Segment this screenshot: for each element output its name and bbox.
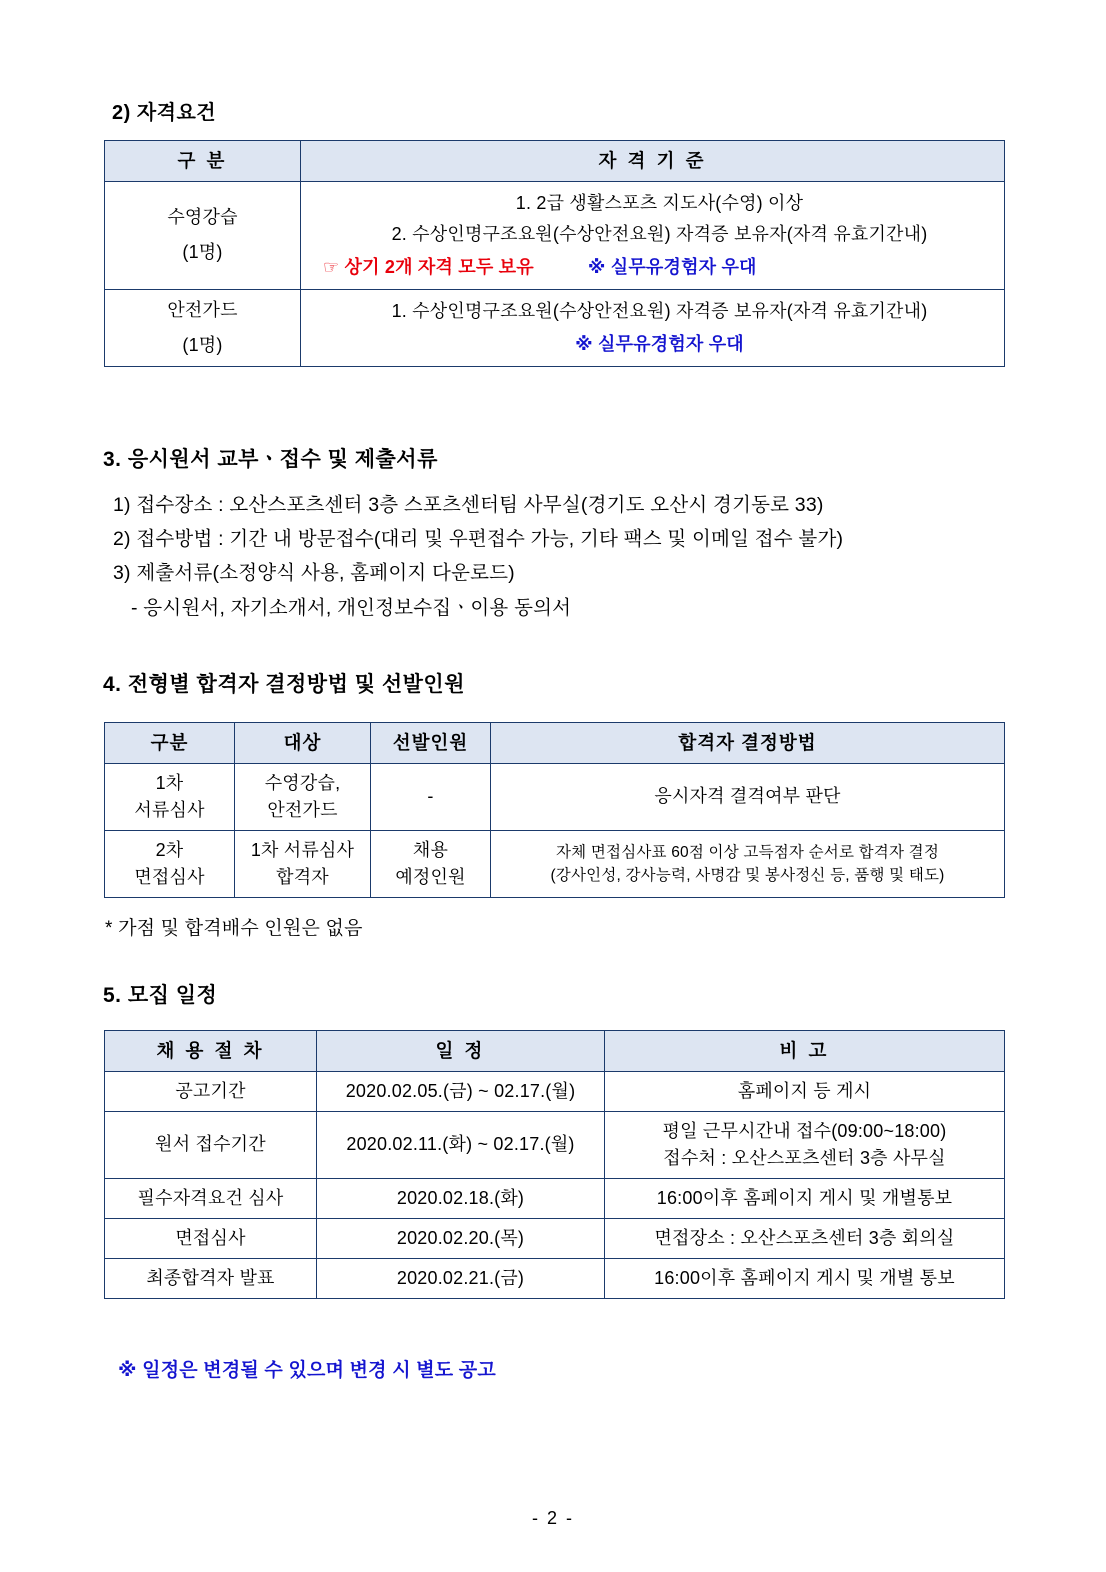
list-item: 1) 접수장소 : 오산스포츠센터 3층 스포츠센터팀 사무실(경기도 오산시 경기동로 33) [113, 494, 824, 516]
sched-step-4: 면접심사 [105, 1218, 317, 1258]
table-header-row [105, 723, 1005, 764]
sched-step-3: 필수자격요건 심사 [105, 1178, 317, 1218]
list-item: - 응시원서, 자기소개서, 개인정보수집ㆍ이용 동의서 [131, 596, 572, 619]
step-line-2: 면접심사 [134, 866, 205, 887]
qual-criteria-swim [301, 181, 1005, 289]
qual-category-guard [105, 289, 301, 366]
sel-count-1: - [371, 763, 491, 830]
section4-heading: 4. 전형별 합격자 결정방법 및 선발인원 [103, 673, 465, 696]
sched-remark-1: 홈페이지 등 게시 [605, 1071, 1005, 1111]
table-row [105, 1178, 1005, 1218]
category-line-1: 수영강습 [167, 207, 238, 228]
list-item: 3) 제출서류(소정양식 사용, 홈페이지 다운로드) [113, 562, 515, 585]
sched-date-5: 2020.02.21.(금) [317, 1258, 605, 1298]
sched-step-2: 원서 접수기간 [105, 1111, 317, 1178]
count-line-1: 채용 [412, 839, 449, 860]
target-line-2: 합격자 [276, 866, 329, 887]
section3-list [113, 490, 1013, 627]
remark-line-2: 접수처 : 오산스포츠센터 3층 사무실 [663, 1147, 946, 1168]
sched-step-5: 최종합격자 발표 [105, 1258, 317, 1298]
step-line-2: 서류심사 [134, 799, 205, 820]
col-category: 구 분 [105, 141, 301, 182]
target-line-1: 1차 서류심사 [250, 839, 355, 860]
sel-target-2 [235, 830, 371, 897]
page-number: - 2 - [531, 1508, 574, 1528]
sel-target-1 [235, 763, 371, 830]
col-step: 구분 [105, 723, 235, 764]
sched-remark-2 [605, 1111, 1005, 1178]
sched-remark-4: 면접장소 : 오산스포츠센터 3층 회의실 [605, 1218, 1005, 1258]
col-method: 합격자 결정방법 [491, 723, 1005, 764]
target-line-1: 수영강습, [264, 772, 341, 793]
col-target: 대상 [235, 723, 371, 764]
sel-step-1 [105, 763, 235, 830]
category-line-2: (1명) [182, 334, 223, 355]
criteria-item-2: 2. 수상인명구조요원(수상안전요원) 자격증 보유자(자격 유효기간내) [391, 223, 928, 244]
sched-date-4: 2020.02.20.(목) [317, 1218, 605, 1258]
count-line-2: 예정인원 [395, 866, 466, 887]
sel-step-2 [105, 830, 235, 897]
table-row [105, 1111, 1005, 1178]
table-row [105, 1218, 1005, 1258]
sched-date-1: 2020.02.05.(금) ~ 02.17.(월) [317, 1071, 605, 1111]
qual-category-swim [105, 181, 301, 289]
table-row [105, 181, 1005, 289]
criteria-red-note: ☞ 상기 2개 자격 모두 보유 [323, 256, 534, 277]
col-remark: 비 고 [605, 1031, 1005, 1072]
table-row [105, 289, 1005, 366]
selection-table [104, 722, 1005, 898]
sel-method-2 [491, 830, 1005, 897]
category-line-2: (1명) [182, 242, 223, 263]
sel-method-1: 응시자격 결격여부 판단 [491, 763, 1005, 830]
sel-count-2 [371, 830, 491, 897]
list-item: 2) 접수방법 : 기간 내 방문접수(대리 및 우편접수 가능, 기타 팩스 및 이메일 접수 불가) [113, 528, 844, 551]
method-line-1: 자체 면접심사표 60점 이상 고득점자 순서로 합격자 결정 [556, 843, 939, 861]
criteria-item-1: 1. 2급 생활스포츠 지도사(수영) 이상 [515, 192, 804, 213]
section5-note: ※ 일정은 변경될 수 있으며 변경 시 별도 공고 [118, 1360, 496, 1381]
table-row [105, 1071, 1005, 1111]
criteria-blue-note: ※ 실무유경험자 우대 [587, 256, 757, 277]
table-header-row [105, 141, 1005, 182]
table-header-row [105, 1031, 1005, 1072]
category-line-1: 안전가드 [167, 299, 238, 320]
sched-step-1: 공고기간 [105, 1071, 317, 1111]
table-row [105, 1258, 1005, 1298]
col-count: 선발인원 [371, 723, 491, 764]
qual-criteria-guard [301, 289, 1005, 366]
qualification-heading: 2) 자격요건 [112, 102, 217, 124]
col-criteria: 자 격 기 준 [301, 141, 1005, 182]
step-line-1: 1차 [155, 772, 184, 793]
section5-heading: 5. 모집 일정 [103, 984, 218, 1007]
sched-remark-3: 16:00이후 홈페이지 게시 및 개별통보 [605, 1178, 1005, 1218]
criteria-blue-note: ※ 실무유경험자 우대 [575, 333, 744, 354]
criteria-item-1: 1. 수상인명구조요원(수상안전요원) 자격증 보유자(자격 유효기간내) [391, 300, 928, 321]
sched-remark-5: 16:00이후 홈페이지 게시 및 개별 통보 [605, 1258, 1005, 1298]
schedule-table [104, 1030, 1005, 1299]
method-line-2: (강사인성, 강사능력, 사명감 및 봉사정신 등, 품행 및 태도) [550, 866, 945, 884]
section3-heading: 3. 응시원서 교부ㆍ접수 및 제출서류 [103, 448, 438, 471]
table-row [105, 763, 1005, 830]
sched-date-3: 2020.02.18.(화) [317, 1178, 605, 1218]
section4-note: * 가점 및 합격배수 인원은 없음 [105, 918, 363, 939]
qualification-table [104, 140, 1005, 367]
target-line-2: 안전가드 [267, 799, 338, 820]
col-date: 일 정 [317, 1031, 605, 1072]
col-procedure: 채 용 절 차 [105, 1031, 317, 1072]
remark-line-1: 평일 근무시간내 접수(09:00~18:00) [662, 1120, 947, 1141]
sched-date-2: 2020.02.11.(화) ~ 02.17.(월) [317, 1111, 605, 1178]
table-row [105, 830, 1005, 897]
step-line-1: 2차 [155, 839, 184, 860]
